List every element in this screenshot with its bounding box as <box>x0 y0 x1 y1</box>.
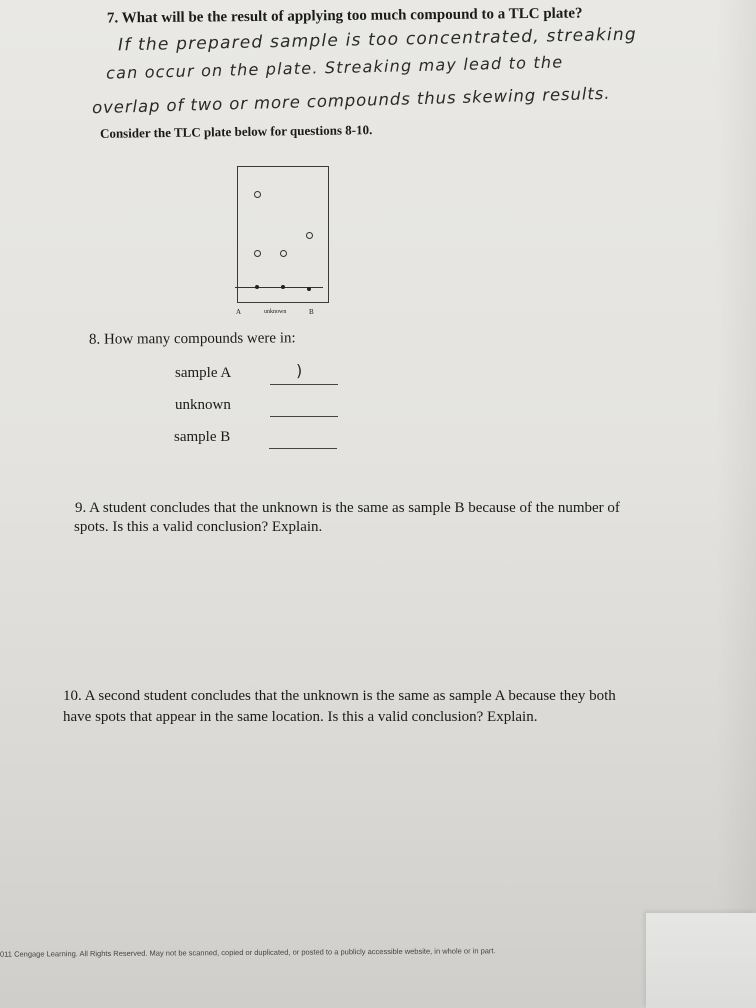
tlc-intro: Consider the TLC plate below for questions 8-10. <box>99 122 373 141</box>
lane-label-unknown: unknown <box>264 309 287 315</box>
question-9-line-1: 9. A student concludes that the unknown is the same as sample B because of the number of <box>75 500 620 516</box>
lane-label-b: B <box>309 308 314 316</box>
sample-a-answer-line <box>270 384 338 385</box>
sample-b-label: sample B <box>174 429 231 445</box>
origin-b <box>307 287 311 291</box>
question-7: 7. What will be the result of applying too much compound to a TLC plate? <box>106 5 583 27</box>
handwritten-answer-line-2: can occur on the plate. Streaking may lead to the <box>105 52 564 83</box>
spot-unknown <box>280 250 287 257</box>
spot-a-upper <box>254 191 261 198</box>
tlc-plate <box>237 166 329 303</box>
origin-unknown <box>281 285 285 289</box>
spot-b-upper <box>306 232 313 239</box>
unknown-answer-line <box>270 416 338 417</box>
sample-a-label: sample A <box>175 365 232 381</box>
question-9-line-2: spots. Is this a valid conclusion? Explain. <box>74 519 323 535</box>
page-shadow <box>716 0 756 1008</box>
handwritten-answer-line-1: If the prepared sample is too concentrated, streaking <box>117 24 638 56</box>
underlying-sheet-corner <box>646 913 756 1008</box>
spot-a-lower <box>254 250 261 257</box>
question-10-line-1: 10. A second student concludes that the unknown is the same as sample A because they both <box>63 688 616 704</box>
origin-a <box>255 285 259 289</box>
copyright-footer: 011 Cengage Learning. All Rights Reserved. May not be scanned, copied or duplicated, or posted to a publicly accessible website, in whole or in part. <box>0 946 496 959</box>
sample-a-answer: ) <box>296 361 304 380</box>
question-10-line-2: have spots that appear in the same location. Is this a valid conclusion? Explain. <box>63 709 538 725</box>
question-8: 8. How many compounds were in: <box>88 330 296 348</box>
sample-b-answer-line <box>269 448 337 449</box>
lane-label-a: A <box>236 308 242 316</box>
unknown-label: unknown <box>175 397 231 413</box>
handwritten-answer-line-3: overlap of two or more compounds thus skewing results. <box>91 83 611 118</box>
